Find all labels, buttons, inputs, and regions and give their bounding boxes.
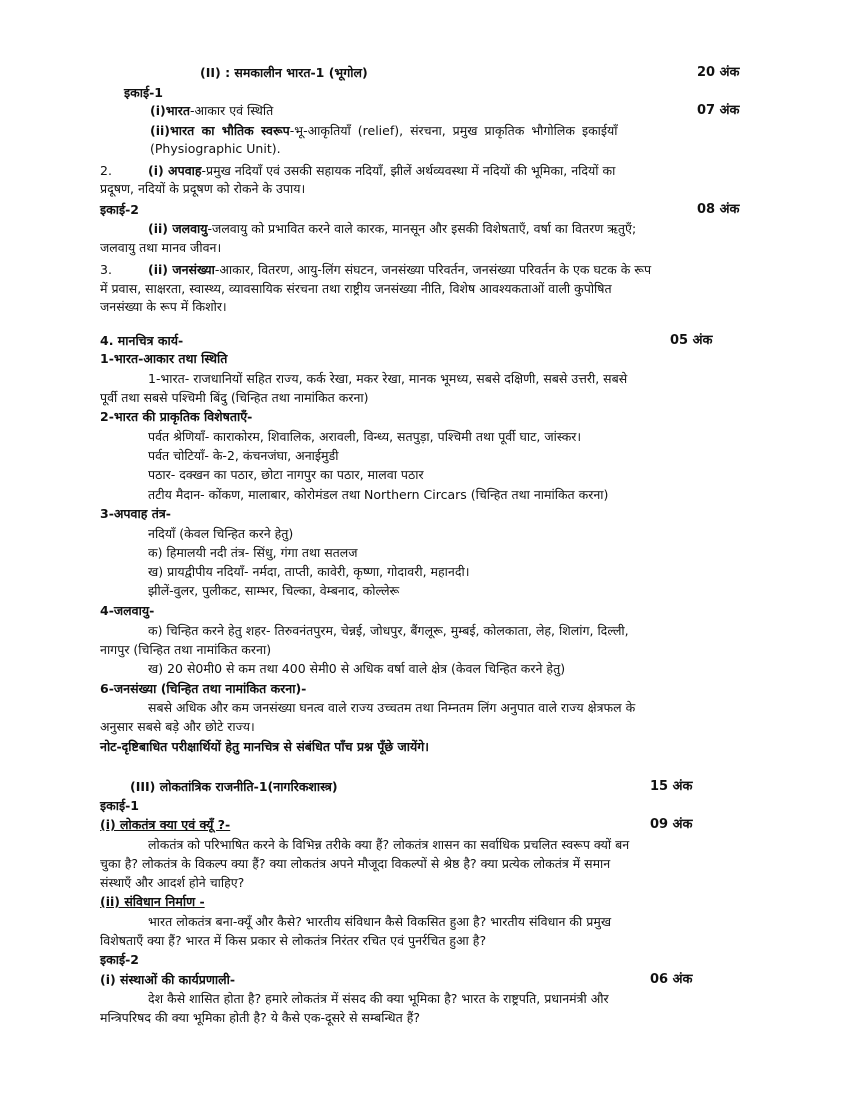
geo-u1-ii-text2: (Physiographic Unit). [150, 141, 281, 156]
civics-ii-text2: विशेषताएँ क्या हैं? भारत में किस प्रकार से लोकतंत्र निरंतर रचित एवं पुनर्रचित हुआ है? [100, 933, 487, 948]
geo-item3 [148, 261, 651, 279]
geo-item3-num: 3. [100, 262, 112, 277]
geo-item2-text: -प्रमुख नदियाँ एवं उसकी सहायक नदियाँ, झीलें अर्थव्यवस्था में नदियों की भूमिका, नदियों का [201, 163, 616, 178]
geo-unit2-marks: 08 अंक [697, 202, 740, 217]
map-s6-l2: अनुसार सबसे बड़े और छोटे राज्य। [100, 719, 255, 734]
map-s6-l1: सबसे अधिक और कम जनसंख्या घनत्व वाले राज्य उच्चतम तथा निम्नतम लिंग अनुपात वाले राज्य क्षेत्रफल के [148, 700, 636, 715]
geo-unit2: इकाई-2 [100, 202, 139, 217]
civics-ii-text: भारत लोकतंत्र बना-क्यूँ और कैसे? भारतीय संविधान कैसे विकसित हुआ है? भारतीय संविधान की प्रमुख [148, 914, 612, 929]
geo-item3-label: (ii) जनसंख्या [148, 262, 215, 277]
map-s2-l1: पर्वत श्रेणियाँ- काराकोरम, शिवालिक, अरावली, विन्ध्य, सतपुड़ा, पश्चिमी तथा पूर्वी घाट, जांस्कर। [148, 429, 582, 444]
geo-u1-ii-label: (ii)भारत का भौतिक स्वरूप [150, 123, 290, 138]
geo-item3-text2: में प्रवास, साक्षरता, स्वास्थ्य, व्यावसायिक संरचना तथा राष्ट्रीय जनसंख्या नीति, विशेष आवश्यकताओं वाली कुपोषित [100, 281, 612, 296]
map-s2-l2: पर्वत चोटियाँ- के-2, कंचनजंघा, अनाईमुडी [148, 448, 339, 463]
geo-u1-i-label: (i)भारत [150, 103, 190, 118]
map-s4-l2: ख) 20 से0मी0 से कम तथा 400 सेमी0 से अधिक वर्षा वाले क्षेत्र (केवल चिन्हित करने हेतु) [148, 661, 566, 676]
map-s1-text: 1-भारत- राजधानियों सहित राज्य, कर्क रेखा, मकर रेखा, मानक भूमध्य, सबसे दक्षिणी, सबसे उत्तरी, सबसे [148, 371, 628, 386]
geo-u2-ii-text2: जलवायु तथा मानव जीवन। [100, 240, 222, 255]
map-s2-l4: तटीय मैदान- कोंकण, मालाबार, कोरोमंडल तथा Northern Circars (चिन्हित तथा नामांकित करना) [148, 487, 609, 502]
civics-i-marks: 09 अंक [650, 817, 693, 832]
geo-u1-ii [150, 122, 618, 140]
geo-item2-num: 2. [100, 163, 112, 178]
civics-unit1: इकाई-1 [100, 798, 139, 813]
map-heading-marks: 05 अंक [670, 333, 713, 348]
civics-u2-i-text2: मन्त्रिपरिषद की क्या भूमिका होती है? ये कैसे एक-दूसरे से सम्बन्धित हैं? [100, 1010, 420, 1025]
map-s4-l1b: नागपुर (चिन्हित तथा नामांकित करना) [100, 642, 272, 657]
geo-u1-i-marks: 07 अंक [697, 103, 740, 118]
map-s1-text2: पूर्वी तथा सबसे पश्चिमी बिंदु (चिन्हित तथा नामांकित करना) [100, 390, 369, 405]
geo-heading: (II) : समकालीन भारत-1 (भूगोल) [200, 65, 368, 80]
geo-item3-text: -आकार, वितरण, आयु-लिंग संघटन, जनसंख्या परिवर्तन, जनसंख्या परिवर्तन के एक घटक के रूप [214, 262, 652, 277]
map-s3-l4: झीलें-वुलर, पुलीकट, साम्भर, चिल्का, वेम्बनाद, कोल्लेरू [148, 583, 400, 598]
civics-heading-marks: 15 अंक [650, 779, 693, 794]
geo-u2-ii-label: (ii) जलवायु [148, 221, 208, 236]
civics-u2-i-label: (i) संस्थाओं की कार्यप्रणाली- [100, 972, 236, 987]
geo-item2 [148, 162, 615, 180]
map-s3-l2: क) हिमालयी नदी तंत्र- सिंधु, गंगा तथा सतलज [148, 545, 358, 560]
map-s3-l3: ख) प्रायद्वीपीय नदियाँ- नर्मदा, ताप्ती, कावेरी, कृष्णा, गोदावरी, महानदी। [148, 564, 470, 579]
map-note: नोट-दृष्टिबाधित परीक्षार्थियों हेतु मानचित्र से संबंधित पाँच प्रश्न पूँछे जायेंगे। [100, 739, 429, 754]
geo-u1-i-text: -आकार एवं स्थिति [189, 103, 274, 118]
map-s1: 1-भारत-आकार तथा स्थिति [100, 351, 228, 366]
civics-i-text: लोकतंत्र को परिभाषित करने के विभिन्न तरीके क्या हैं? लोकतंत्र शासन का सर्वाधिक प्रचलित स्वरूप क्यों बन [148, 837, 630, 852]
geo-u2-ii [148, 220, 636, 238]
map-heading: 4. मानचित्र कार्य- [100, 333, 184, 348]
civics-i-text3: संस्थाएँ और आदर्श होने चाहिए? [100, 875, 245, 890]
map-s6: 6-जनसंख्या (चिन्हित तथा नामांकित करना)- [100, 681, 307, 696]
civics-ii-label: (ii) संविधान निर्माण - [100, 894, 205, 909]
geo-item2-text2: प्रदूषण, नदियों के प्रदूषण को रोकने के उपाय। [100, 181, 306, 196]
civics-heading: (III) लोकतांत्रिक राजनीति-1(नागरिकशास्त्र) [130, 779, 338, 794]
geo-u1-i [150, 102, 273, 120]
civics-i-text2: चुका है? लोकतंत्र के विकल्प क्या हैं? क्या लोकतंत्र अपने मौजूदा विकल्पों से श्रेष्ठ है? क्या प्रत्येक लोकतंत्र में समान [100, 856, 611, 871]
geo-heading-marks: 20 अंक [697, 65, 740, 80]
civics-u2-i-marks: 06 अंक [650, 972, 693, 987]
map-s2: 2-भारत की प्राकृतिक विशेषताएँ- [100, 409, 253, 424]
map-s3-l1: नदियाँ (केवल चिन्हित करने हेतु) [148, 526, 294, 541]
map-s4-l1: क) चिन्हित करने हेतु शहर- तिरुवनंतपुरम, चेन्नई, जोधपुर, बैंगलूरू, मुम्बई, कोलकाता, लेह, शिलांग, दिल्ली, [148, 623, 629, 638]
geo-item3-text3: जनसंख्या के रूप में किशोर। [100, 299, 227, 314]
map-s3: 3-अपवाह तंत्र- [100, 506, 171, 521]
geo-u2-ii-text: -जलवायु को प्रभावित करने वाले कारक, मानसून और इसकी विशेषताएँ, वर्षा का वितरण ऋतुएँ; [207, 221, 637, 236]
map-s4: 4-जलवायु- [100, 603, 155, 618]
civics-i-label: (i) लोकतंत्र क्या एवं क्यूँ ?- [100, 817, 231, 832]
geo-u1-ii-text: -भू-आकृतियाँ (relief), संरचना, प्रमुख प्राकृतिक भौगोलिक इकाईयाँ [289, 123, 618, 138]
civics-unit2: इकाई-2 [100, 952, 139, 967]
civics-u2-i-text: देश कैसे शासित होता है? हमारे लोकतंत्र में संसद की क्या भूमिका है? भारत के राष्ट्रपति, प्रधानमंत्री और [148, 991, 609, 1006]
map-s2-l3: पठार- दक्खन का पठार, छोटा नागपुर का पठार, मालवा पठार [148, 467, 424, 482]
geo-unit1: इकाई-1 [124, 85, 163, 100]
geo-item2-label: (i) अपवाह [148, 163, 202, 178]
